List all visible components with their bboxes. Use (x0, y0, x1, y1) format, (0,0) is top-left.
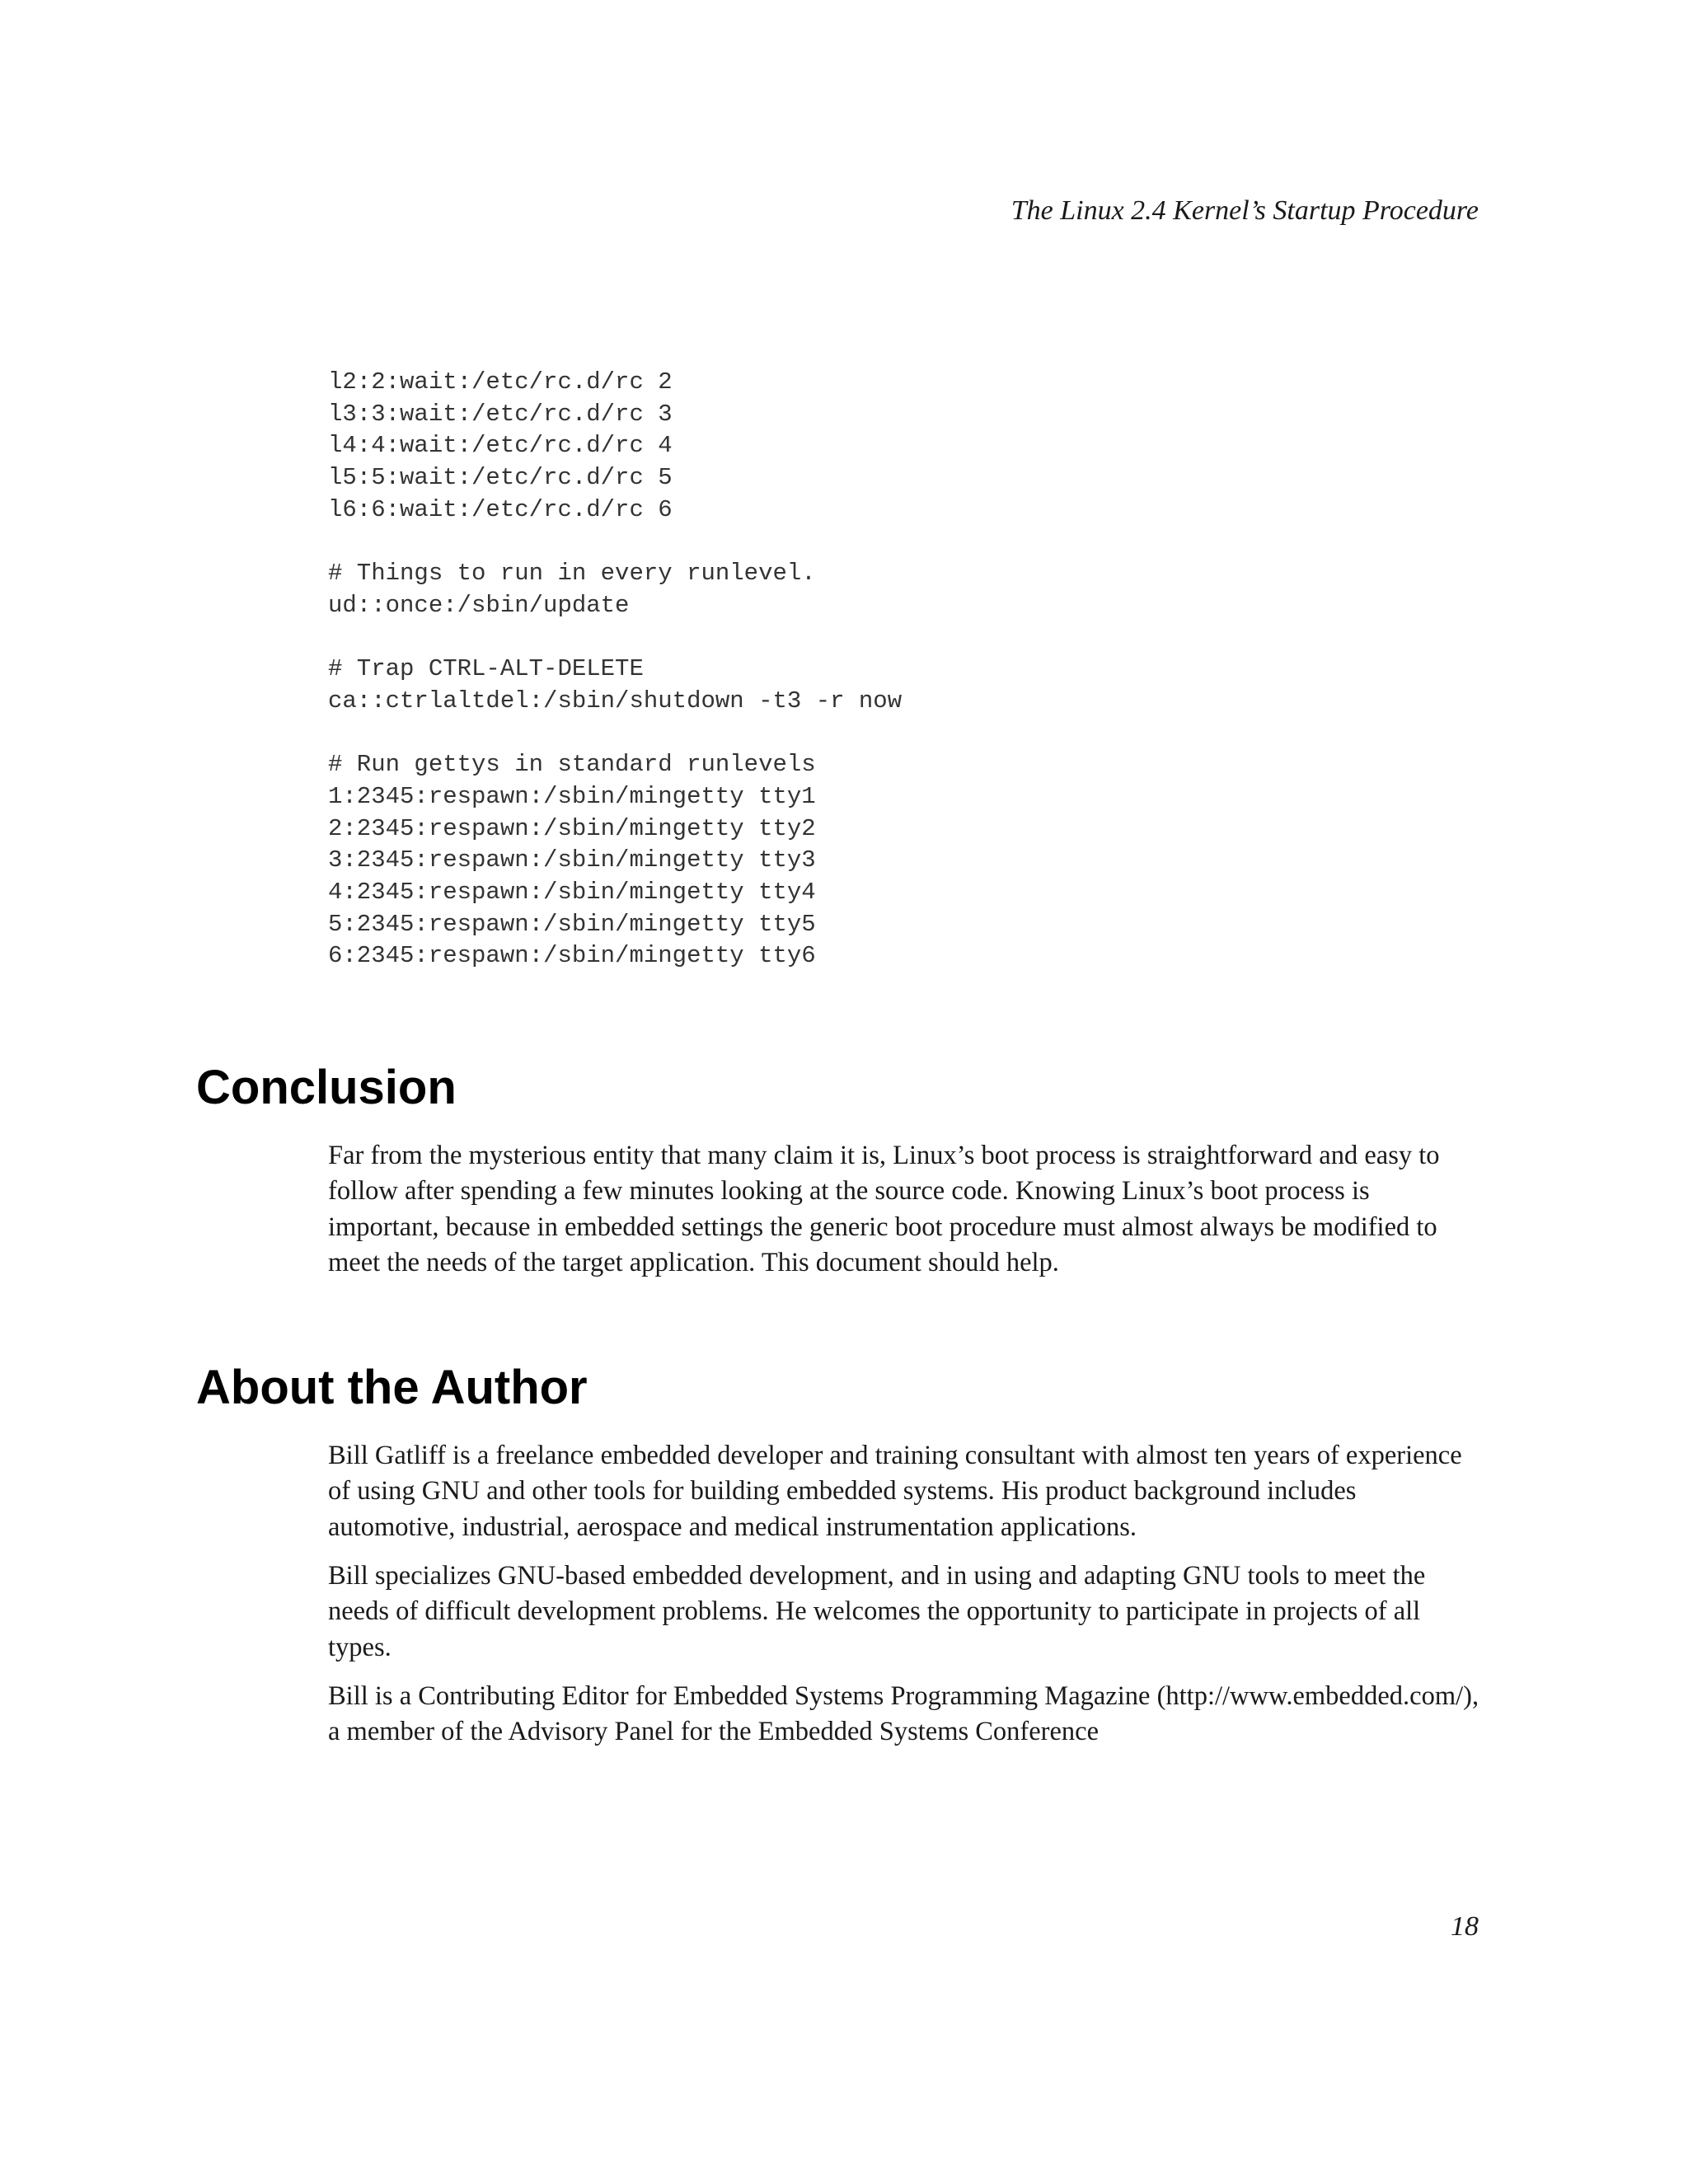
code-line: l6:6:wait:/etc/rc.d/rc 6 (328, 495, 673, 523)
author-specialization-paragraph: Bill specializes GNU-based embedded development, and in using and adapting GNU tools to meet the needs of difficult development problems. He welcomes the opportunity to participate in projects of all types. (328, 1561, 1426, 1662)
code-line: ca::ctrlaltdel:/sbin/shutdown -t3 -r now (328, 687, 903, 715)
code-comment: # Run gettys in standard runlevels (328, 751, 816, 779)
code-line: 5:2345:respawn:/sbin/mingetty tty5 (328, 910, 816, 938)
code-line: 4:2345:respawn:/sbin/mingetty tty4 (328, 879, 816, 906)
page-number: 18 (1451, 1911, 1479, 1942)
code-line: l4:4:wait:/etc/rc.d/rc 4 (328, 432, 673, 460)
code-line: 3:2345:respawn:/sbin/mingetty tty3 (328, 846, 816, 874)
conclusion-paragraph: Far from the mysterious entity that many claim it is, Linux’s boot process is straightforward and easy to follow after spending a few minutes looking at the source code. Knowing Linux’s boot process is important, because in embedded settings the generic boot procedure must almost always be modified to meet the needs of the target application. This document should help. (328, 1141, 1440, 1277)
code-line: 6:2345:respawn:/sbin/mingetty tty6 (328, 942, 816, 970)
author-affiliations-paragraph: Bill is a Contributing Editor for Embedded Systems Programming Magazine (http://www.embedded.com/), a member of the Advisory Panel for the Embedded Systems Conference (328, 1681, 1479, 1747)
code-line: ud::once:/sbin/update (328, 591, 630, 619)
code-line: 1:2345:respawn:/sbin/mingetty tty1 (328, 782, 816, 810)
code-line: l3:3:wait:/etc/rc.d/rc 3 (328, 400, 673, 428)
code-line: l5:5:wait:/etc/rc.d/rc 5 (328, 464, 673, 492)
code-line: l2:2:wait:/etc/rc.d/rc 2 (328, 368, 673, 396)
code-line-blank (328, 526, 902, 558)
author-bio-paragraph: Bill Gatliff is a freelance embedded developer and training consultant with almost ten years of experience of using GNU and other tools for building embedded systems. His product background includes automotive, industrial, aerospace and medical instrumentation applications. (328, 1441, 1462, 1542)
inittab-code-block (328, 367, 902, 972)
code-line-blank (328, 718, 902, 750)
code-line: 2:2345:respawn:/sbin/mingetty tty2 (328, 814, 816, 842)
section-heading-conclusion: Conclusion (196, 1061, 457, 1114)
code-comment: # Trap CTRL-ALT-DELETE (328, 655, 644, 683)
code-line-blank (328, 622, 902, 654)
section-heading-about-author: About the Author (196, 1361, 588, 1414)
running-header-title: The Linux 2.4 Kernel’s Startup Procedure (1010, 195, 1479, 226)
code-comment: # Things to run in every runlevel. (328, 560, 816, 588)
